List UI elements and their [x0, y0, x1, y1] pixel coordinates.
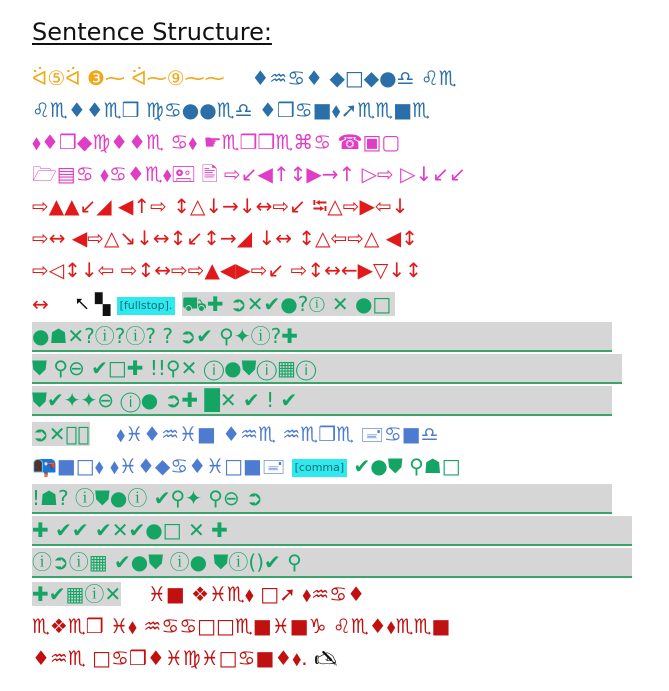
- wingdings-blue-segment: ♦♒♋♦ ◆□◆●♎ ♌♏: [251, 66, 457, 90]
- text-line-2: ♌♏♦♦♏❒ ♍♋●●♏♎ ♦❒♋■⬧➚♏♏■♏: [32, 98, 431, 122]
- text-line-17: [32, 580, 365, 608]
- wingdings-green-segment: ✔●⛊ ⚲☗□: [353, 454, 461, 478]
- text-line-16: ⓘ➲ⓘ▦ ✔●⛊ ⓘ● ⛊ⓘ()✔ ⚲: [32, 548, 632, 578]
- pointing-hand-icon: 🖎: [314, 646, 338, 670]
- text-line-7: ⇨◁↕↓⇦ ⇨↕↔⇨⇨▲◀▶⇨↙ ⇨↕↔←▶▽↓↕: [32, 258, 422, 282]
- wingdings-blue-segment: 📭■□⬧ ⬧♓♦◆♋♦♓□■🖃: [32, 454, 286, 478]
- text-line-19: [32, 644, 338, 672]
- text-line-4: [32, 160, 466, 188]
- arrow-cursor-icon: ⭦ ▚: [75, 292, 111, 316]
- fullstop-tag: [fullstop].: [117, 297, 176, 315]
- wingdings-magenta-segment: ⬧♦❒◆♍♦♦♏ ♋⬧ ☛♏❒❒♏⌘♋ ☎▣▢: [32, 130, 401, 154]
- wingdings-green-segment: ⛟✚ ➲✕✔●?ⓘ ✕ ●□: [182, 292, 396, 316]
- wingdings-green-segment: ➲✕ⓘ⃠: [32, 422, 90, 446]
- wingdings-gold-segment: ᐛ⑤ᐛ ❸⁓ ᐛ⁓⑨⁓⁓: [32, 66, 225, 90]
- text-line-1: [32, 64, 457, 92]
- text-line-15: ✚ ✔✔ ✔✕✔●□ ✕ ✚: [32, 516, 632, 546]
- text-line-9: ●☗✕?ⓘ?ⓘ? ? ➲✔ ⚲✦ⓘ?✚: [32, 322, 612, 352]
- text-line-6: ⇨↔ ◀⇨△↘↓↔↕↙↕→◢ ↓↔ ↕△⇦⇨△ ◀↕: [32, 226, 418, 250]
- text-line-3: [32, 128, 400, 156]
- wingdings-green-segment: ✚✔▦ⓘ✕: [32, 582, 122, 606]
- text-line-11: ⛊✔✦✦⊖ ⓘ● ➲✚ █✕ ✔ ! ✔: [32, 386, 612, 416]
- wingdings-darkred-segment: ♓■ ❖♓♏⬧ □➚ ⬧♒♋♦: [147, 582, 366, 606]
- text-line-13: [32, 452, 461, 480]
- text-line-5: ⇨▲▲↙◢ ◀↑⇨ ↕△↓→↓↔⇨↙ ⭾△⇨▶⇦↓: [32, 194, 409, 218]
- wingdings-magenta-red-segment: 🗁▤♋ ⬧♋♦♏⬧🖭 🖹 ⇨↙◀↑↕▶→↑ ▷⇨ ▷↓↙↙: [32, 162, 466, 186]
- wingdings-darkred-segment: ♦♒♏ □♋❒♦♓♍♓□♋■♦⬧.: [32, 646, 308, 670]
- comma-tag: [comma]: [292, 459, 348, 477]
- page-title: Sentence Structure:: [32, 18, 272, 46]
- text-line-12: [32, 420, 439, 448]
- text-line-10: ⛊ ⚲⊖ ✔□✚ !!⚲✕ ⓘ●⛊ⓘ▦ⓘ: [32, 354, 622, 384]
- text-line-14: !☗? ⓘ⛊●ⓘ ✔⚲✦ ⚲⊖ ➲: [32, 484, 612, 514]
- text-line-18: ♏❖♏❒ ♓⬧ ♒♋♋□□♏■♓■♑ ♌♏♦⬧♏♏■: [32, 614, 451, 638]
- text-line-8: [32, 290, 395, 318]
- wingdings-blue-segment: ⬧♓♦♒♓■ ♦♒♏ ♒♏❒♏ 🖃♋■♎: [116, 422, 439, 446]
- wingdings-red-segment: ↔: [32, 292, 49, 316]
